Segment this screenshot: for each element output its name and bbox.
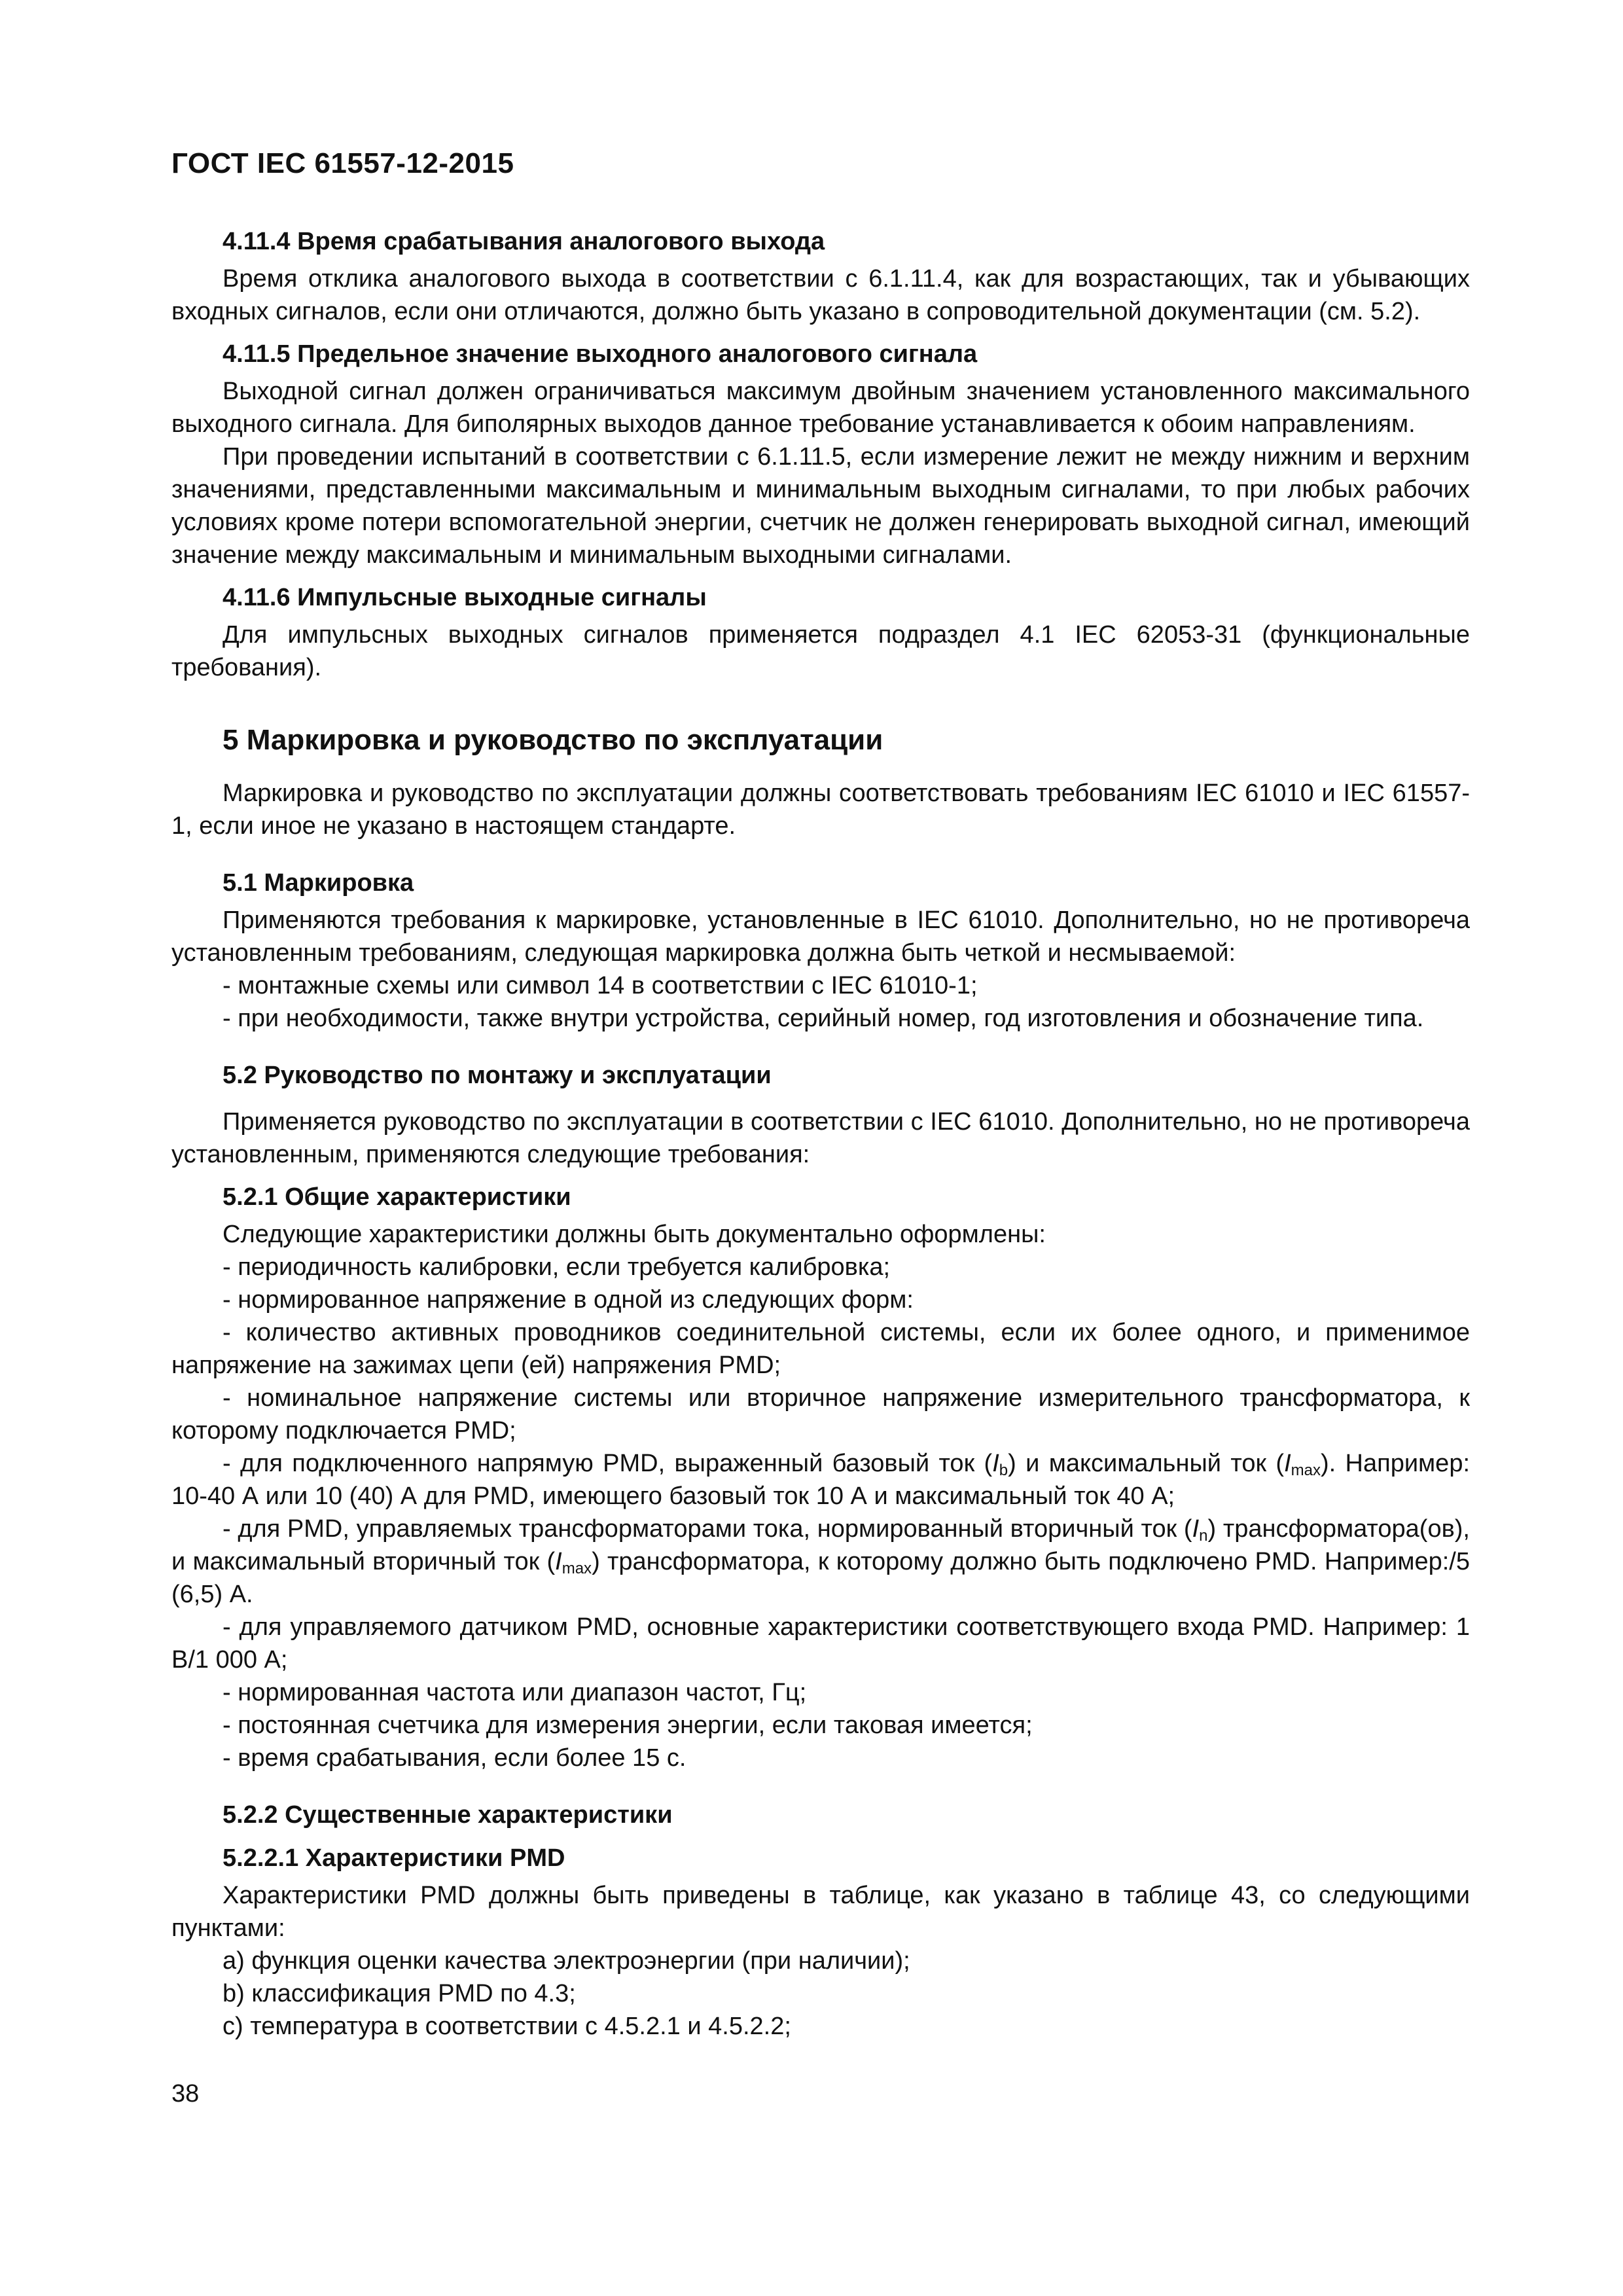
list-item (171, 1513, 1470, 1611)
paragraph: Применяется руководство по эксплуатации в соответствии с IEC 61010. Дополнительно, но не противореча установленным, применяются следующие требования: (171, 1108, 1470, 1168)
list-item (171, 1447, 1470, 1513)
paragraph: Применяются требования к маркировке, установленные в IEC 61010. Дополнительно, но не противореча установленным требованиям, следующая маркировка должна быть четкой и несмываемой: (171, 906, 1470, 967)
list-item: - для управляемого датчиком PMD, основные характеристики соответствующего входа PMD. Например: 1 В/1 000 А; (171, 1613, 1470, 1674)
page-number: 38 (171, 2080, 200, 2108)
text-run: ) трансформатора(ов), и максимальный вторичный ток ( (171, 1515, 1470, 1575)
list-item: - постоянная счетчика для измерения энергии, если таковая имеется; (223, 1712, 1033, 1739)
paragraph: Время отклика аналогового выхода в соответствии с 6.1.11.4, как для возрастающих, так и убывающих входных сигналов, если они отличаются, должно быть указано в сопроводительной документации (см. 5.2). (171, 265, 1470, 325)
text-run: ). Например: 10-40 А или 10 (40) А для PMD, имеющего базовый ток 10 А и максимальный ток 40 А; (171, 1450, 1471, 1510)
document-header: ГОСТ IEC 61557-12-2015 (171, 147, 514, 179)
variable-I: I (992, 1450, 999, 1477)
list-item: - при необходимости, также внутри устройства, серийный номер, год изготовления и обозначение типа. (223, 1005, 1424, 1032)
paragraph: При проведении испытаний в соответствии с 6.1.11.5, если измерение лежит не между нижним и верхним значениями, представленными максимальным и минимальным выходным сигналами, то при любых рабочих условиях кроме потери вспомогательной энергии, счетчик не должен генерировать выходной сигнал, имеющий значение между максимальным и минимальным выходными сигналами. (171, 443, 1470, 569)
document-page (171, 147, 1470, 2043)
heading-5-2-2-1: 5.2.2.1 Характеристики PMD (223, 1844, 565, 1872)
subscript-n: n (1199, 1527, 1208, 1545)
heading-5-2-1: 5.2.1 Общие характеристики (223, 1183, 571, 1211)
list-item: - нормированная частота или диапазон частот, Гц; (223, 1679, 807, 1706)
subscript-max: max (562, 1560, 592, 1577)
text-run: - для подключенного напрямую PMD, выраженный базовый ток ( (223, 1450, 993, 1477)
text-run: ) трансформатора, к которому должно быть подключено PMD. Например:/5 (6,5) А. (171, 1548, 1470, 1608)
heading-4-11-6: 4.11.6 Импульсные выходные сигналы (223, 584, 707, 611)
list-item: - нормированное напряжение в одной из следующих форм: (223, 1286, 914, 1314)
list-item: - монтажные схемы или символ 14 в соответствии с IEC 61010-1; (223, 972, 978, 999)
subscript-b: b (999, 1462, 1008, 1479)
heading-4-11-5: 4.11.5 Предельное значение выходного аналогового сигнала (223, 340, 978, 368)
heading-4-11-4: 4.11.4 Время срабатывания аналогового выхода (223, 228, 825, 255)
heading-5-2-2: 5.2.2 Существенные характеристики (223, 1801, 673, 1829)
text-run: - для PMD, управляемых трансформаторами тока, нормированный вторичный ток ( (223, 1515, 1192, 1543)
list-item: - номинальное напряжение системы или вторичное напряжение измерительного трансформатора, к которому подключается PMD; (171, 1384, 1470, 1444)
list-item: - количество активных проводников соединительной системы, если их более одного, и применимое напряжение на зажимах цепи (ей) напряжения PMD; (171, 1319, 1470, 1379)
text-run: ) и максимальный ток ( (1008, 1450, 1285, 1477)
variable-I: I (1192, 1515, 1200, 1543)
list-item: a) функция оценки качества электроэнергии (при наличии); (223, 1947, 910, 1975)
paragraph: Маркировка и руководство по эксплуатации должны соответствовать требованиям IEC 61010 и IEC 61557-1, если иное не указано в настоящем стандарте. (171, 780, 1470, 840)
variable-I: I (1284, 1450, 1291, 1477)
paragraph: Для импульсных выходных сигналов применяется подраздел 4.1 IEC 62053-31 (функциональные требования). (171, 621, 1470, 681)
heading-5-2: 5.2 Руководство по монтажу и эксплуатации (223, 1062, 772, 1089)
paragraph: Следующие характеристики должны быть документально оформлены: (223, 1221, 1046, 1248)
heading-5-1: 5.1 Маркировка (223, 869, 414, 897)
variable-I: I (555, 1548, 562, 1575)
list-item: c) температура в соответствии с 4.5.2.1 и 4.5.2.2; (223, 2013, 791, 2040)
list-item: - время срабатывания, если более 15 с. (223, 1744, 687, 1772)
subscript-max: max (1291, 1462, 1321, 1479)
paragraph: Характеристики PMD должны быть приведены в таблице, как указано в таблице 43, со следующими пунктами: (171, 1882, 1470, 1942)
list-item: b) классификация PMD по 4.3; (223, 1980, 576, 2007)
list-item: - периодичность калибровки, если требуется калибровка; (223, 1253, 891, 1281)
heading-5: 5 Маркировка и руководство по эксплуатации (223, 724, 883, 756)
paragraph: Выходной сигнал должен ограничиваться максимум двойным значением установленного максимального выходного сигнала. Для биполярных выходов данное требование устанавливается к обоим направлениям. (171, 378, 1470, 438)
